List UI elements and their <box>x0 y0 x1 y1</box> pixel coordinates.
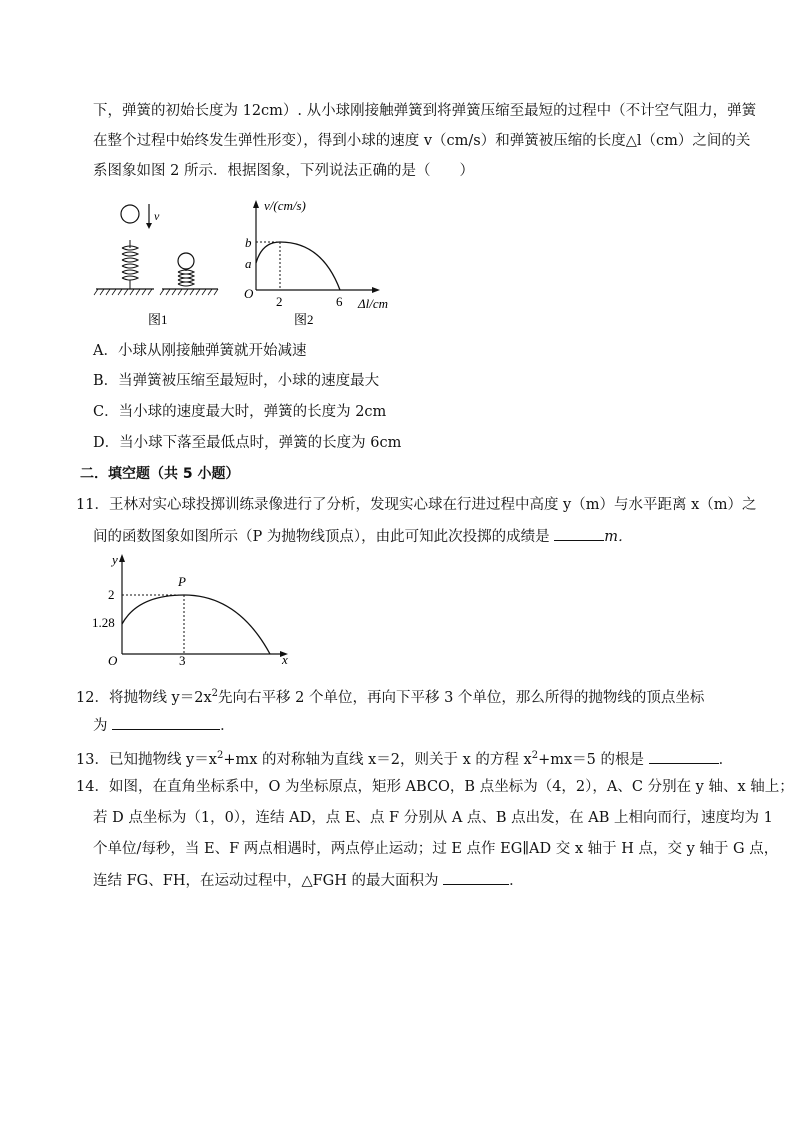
q14-line-1: 14．如图，在直角坐标系中，O 为坐标原点，矩形 ABCO，B 点坐标为（4，2），A、C 分别在 y 轴、x 轴上； <box>76 779 794 795</box>
ball-compressed-icon <box>178 253 194 269</box>
q13-text-d: ． <box>718 751 734 768</box>
q12-line-2 <box>93 715 235 736</box>
intro-line-3: 系图象如图 2 所示．根据图象，下列说法正确的是（ ） <box>93 163 474 179</box>
fig3-y-label: y <box>112 552 118 567</box>
fig3-tick-2: 2 <box>108 587 115 602</box>
q12-text-b: 先向右平移 2 个单位，再向下平移 3 个单位，那么所得的抛物线的顶点坐标 <box>218 689 705 706</box>
q13-answer-blank[interactable] <box>649 749 719 764</box>
fig2-tick-6: 6 <box>336 294 343 309</box>
figure-1-caption: 图1 <box>148 312 168 327</box>
q11-line-1: 11．王林对实心球投掷训练录像进行了分析，发现实心球在行进过程中高度 y（m）与水平距离 x（m）之 <box>76 497 757 513</box>
option-d: D．当小球下落至最低点时，弹簧的长度为 6cm <box>93 435 402 451</box>
fig2-x-label: Δl/cm <box>358 296 389 311</box>
fig2-tick-b: b <box>245 235 252 250</box>
intro-line-1: 下，弹簧的初始长度为 12cm）. 从小球刚接触弹簧到将弹簧压缩至最短的过程中（不计空气阻力，弹簧 <box>93 103 757 119</box>
q12-answer-blank[interactable] <box>112 715 220 730</box>
figure-1-ball-spring <box>92 196 232 334</box>
fig2-tick-a: a <box>245 256 252 271</box>
q13-exponent-2: 2 <box>531 750 539 761</box>
q14-text-b: ． <box>509 873 524 889</box>
spring-long-icon <box>122 246 138 280</box>
q12-text-d: ． <box>220 718 235 734</box>
option-b: B．当弹簧被压缩至最短时，小球的速度最大 <box>93 373 380 389</box>
q14-line-2: 若 D 点坐标为（1，0），连结 AD，点 E、点 F 分别从 A 点、B 点出发，在 AB 上相向而行，速度均为 1 <box>93 810 773 826</box>
option-a: A．小球从刚接触弹簧就开始减速 <box>93 343 307 359</box>
q14-line-3: 个单位/每秒，当 E、F 两点相遇时，两点停止运动；过 E 点作 EG∥AD 交 x 轴于 H 点，交 y 轴于 G 点， <box>93 841 779 857</box>
q11-answer-blank[interactable] <box>554 526 604 541</box>
fig2-tick-2: 2 <box>276 294 283 309</box>
q13-text-a: 13．已知抛物线 y＝x <box>76 751 217 768</box>
q12-exponent: 2 <box>211 688 219 699</box>
fig3-x-label: x <box>282 652 288 667</box>
figure-2-velocity-graph <box>236 196 406 334</box>
figure-2-caption: 图2 <box>294 312 314 327</box>
fig3-origin: O <box>108 653 118 668</box>
velocity-label: v <box>154 209 160 223</box>
q13-line <box>76 746 733 770</box>
fig2-origin: O <box>244 286 254 301</box>
q13-text-c: +mx＝5 的根是 <box>538 751 649 768</box>
q11-text-a: 间的函数图象如图所示（P 为抛物线顶点），由此可知此次投掷的成绩是 <box>93 529 555 545</box>
fig2-velocity-curve <box>256 242 340 290</box>
q12-line-1 <box>76 684 704 708</box>
q14-answer-blank[interactable] <box>443 870 509 885</box>
ball-icon <box>121 205 139 223</box>
q11-text-b: m． <box>604 529 633 545</box>
fig2-y-label: v/(cm/s) <box>264 198 306 213</box>
q12-text-c: 为 <box>93 718 113 734</box>
q14-text-a: 连结 FG、FH，在运动过程中，△FGH 的最大面积为 <box>93 873 444 889</box>
q12-text-a: 12．将抛物线 y＝2x <box>76 689 212 706</box>
q13-text-b: +mx 的对称轴为直线 x＝2，则关于 x 的方程 x <box>223 751 532 768</box>
option-c: C．当小球的速度最大时，弹簧的长度为 2cm <box>93 404 387 420</box>
spring-short-icon <box>178 270 194 286</box>
fig3-vertex-label: P <box>178 574 186 589</box>
fig3-trajectory-curve <box>122 595 270 654</box>
q13-exponent-1: 2 <box>216 750 224 761</box>
section-heading: 二．填空题（共 5 小题） <box>80 466 240 482</box>
q11-line-2 <box>93 526 632 547</box>
figure-3-parabola <box>88 550 298 670</box>
fig3-tick-1-28: 1.28 <box>92 615 115 630</box>
fig3-tick-3: 3 <box>179 653 186 668</box>
q14-line-4 <box>93 870 524 891</box>
intro-line-2: 在整个过程中始终发生弹性形变），得到小球的速度 v（cm/s）和弹簧被压缩的长度△l（cm）之间的关 <box>93 133 751 149</box>
